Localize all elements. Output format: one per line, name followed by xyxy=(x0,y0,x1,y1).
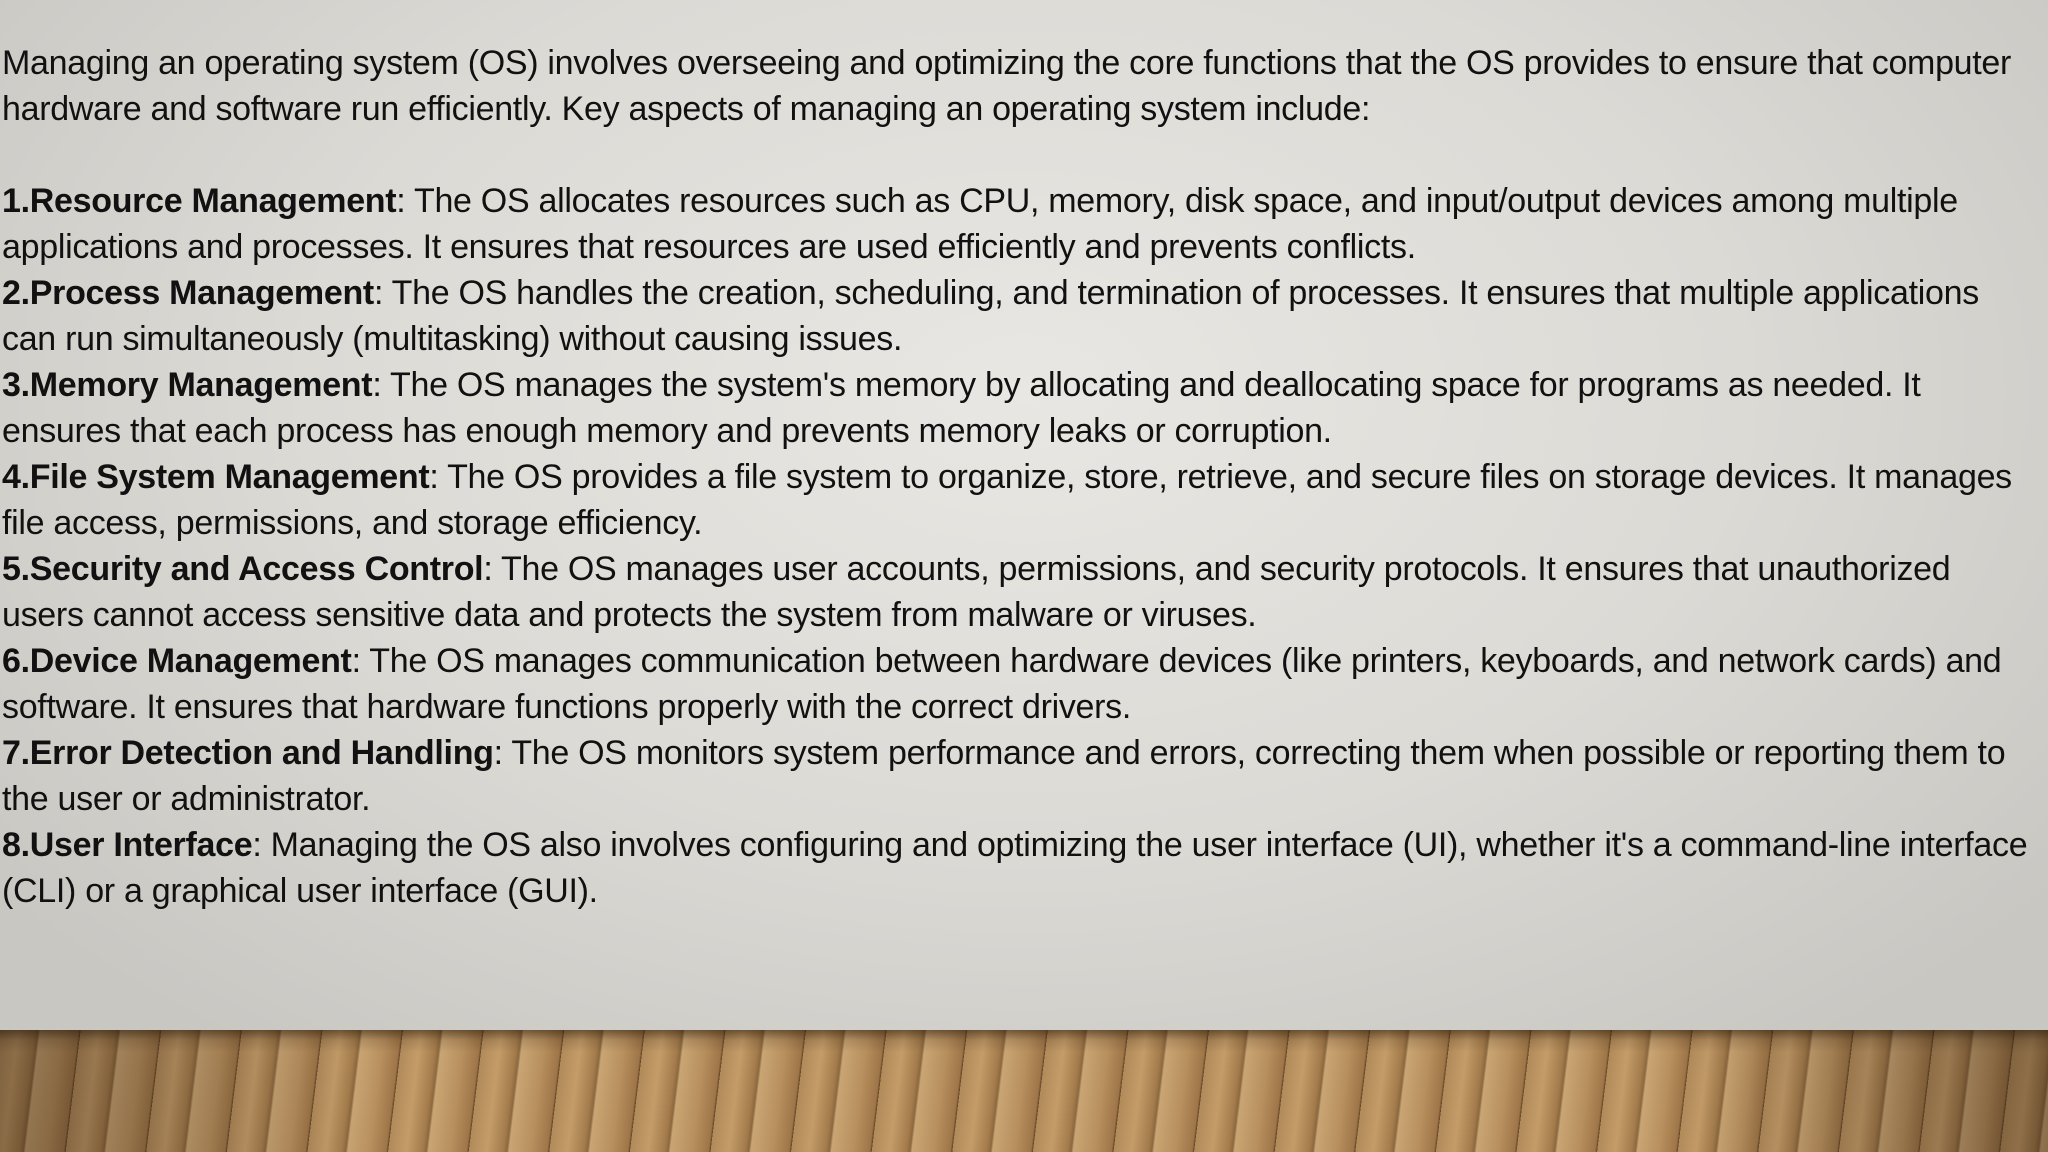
list-item xyxy=(2,178,2032,270)
list-item xyxy=(2,546,2032,638)
list-item xyxy=(2,362,2032,454)
item-number: 8. xyxy=(2,826,30,864)
item-description: : Managing the OS also involves configuring and optimizing the user interface (UI), whether it's a command-line interface (CLI) or a graphical user interface (GUI). xyxy=(2,826,2028,910)
list-item xyxy=(2,730,2032,822)
item-heading: Device Management xyxy=(29,642,352,680)
item-title xyxy=(2,550,483,588)
list-item xyxy=(2,822,2032,914)
item-heading: Process Management xyxy=(29,274,374,312)
item-heading: File System Management xyxy=(29,458,430,496)
item-heading: Security and Access Control xyxy=(29,550,484,588)
item-description: : The OS provides a file system to organize, store, retrieve, and secure files on storage devices. It manages file access, permissions, and storage efficiency. xyxy=(2,458,2012,542)
slide-content xyxy=(2,40,2032,914)
item-number: 1. xyxy=(2,182,30,220)
item-number: 6. xyxy=(2,642,30,680)
item-description: : The OS handles the creation, scheduling, and termination of processes. It ensures that multiple applications can run simultaneously (multitasking) without causing issues. xyxy=(2,274,1979,358)
item-title xyxy=(2,734,494,772)
list-item xyxy=(2,454,2032,546)
item-title xyxy=(2,366,372,404)
item-title xyxy=(2,182,396,220)
item-description: : The OS manages user accounts, permissions, and security protocols. It ensures that unauthorized users cannot access sensitive data and protects the system from malware or viruses. xyxy=(2,550,1951,634)
os-management-list xyxy=(2,178,2032,914)
item-title xyxy=(2,642,352,680)
floor-shadow xyxy=(0,1030,2048,1152)
item-number: 3. xyxy=(2,366,30,404)
item-title xyxy=(2,274,374,312)
item-title xyxy=(2,458,429,496)
list-item xyxy=(2,638,2032,730)
item-number: 7. xyxy=(2,734,30,772)
list-item xyxy=(2,270,2032,362)
item-heading: Resource Management xyxy=(29,182,397,220)
item-heading: User Interface xyxy=(29,826,253,864)
item-title xyxy=(2,826,252,864)
item-description: : The OS allocates resources such as CPU, memory, disk space, and input/output devices among multiple applications and processes. It ensures that resources are used efficiently and prevents conflicts. xyxy=(2,182,1958,266)
item-heading: Error Detection and Handling xyxy=(29,734,494,772)
item-description: : The OS manages communication between hardware devices (like printers, keyboards, and network cards) and software. It ensures that hardware functions properly with the correct drivers. xyxy=(2,642,2002,726)
item-number: 5. xyxy=(2,550,30,588)
item-number: 2. xyxy=(2,274,30,312)
item-heading: Memory Management xyxy=(29,366,373,404)
item-description: : The OS monitors system performance and errors, correcting them when possible or reporting them to the user or administrator. xyxy=(2,734,2006,818)
intro-paragraph: Managing an operating system (OS) involves overseeing and optimizing the core functions that the OS provides to ensure that computer hardware and software run efficiently. Key aspects of managing an operating system include: xyxy=(2,44,2012,128)
item-number: 4. xyxy=(2,458,30,496)
item-description: : The OS manages the system's memory by allocating and deallocating space for programs as needed. It ensures that each process has enough memory and prevents memory leaks or corruption. xyxy=(2,366,1921,450)
